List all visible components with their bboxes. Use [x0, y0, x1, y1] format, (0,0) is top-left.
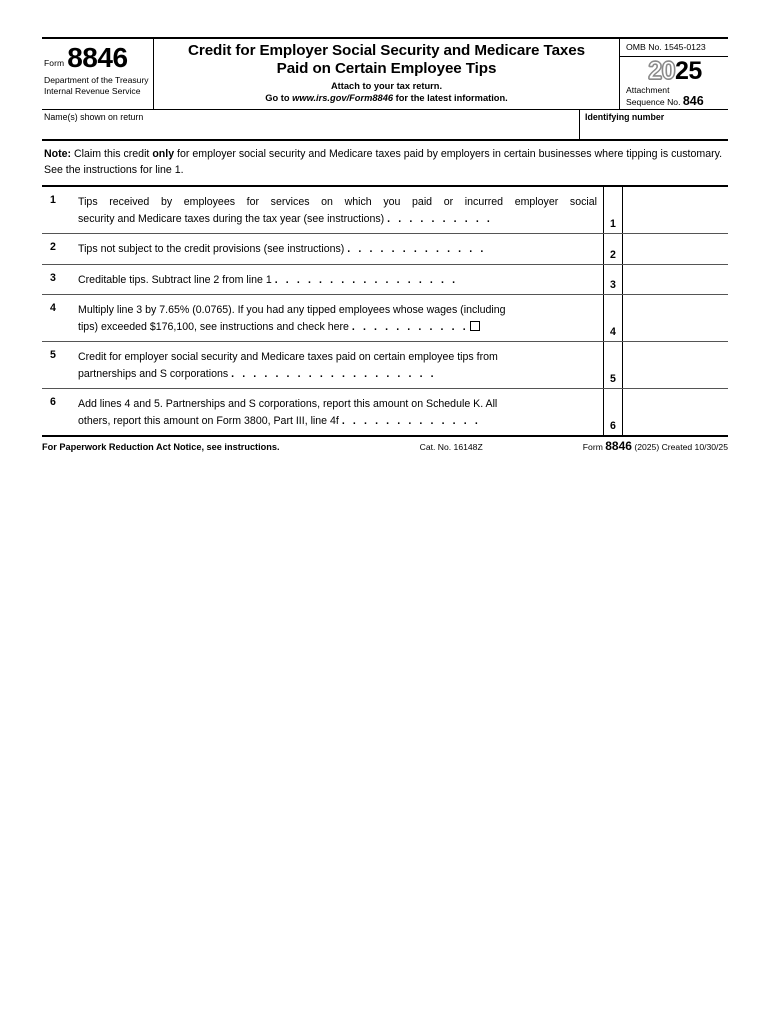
omb-number: OMB No. 1545-0123: [620, 39, 728, 57]
line-1-text-1: Tips received by employees for services on which you paid or incurred employer social: [78, 196, 597, 208]
identifying-number-label: Identifying number: [585, 112, 665, 122]
line-6-box-number: 6: [610, 420, 616, 432]
form-footer: [42, 437, 728, 453]
paperwork-reduction-notice: For Paperwork Reduction Act Notice, see instructions.: [42, 442, 280, 452]
line-1-text-2: security and Medicare taxes during the tax year (see instructions): [78, 212, 385, 225]
sequence-number: 846: [682, 93, 704, 108]
line-5-leader: . . . . . . . . . . . . . . . . . . .: [231, 367, 437, 380]
line-1-leader: . . . . . . . . . .: [387, 212, 493, 225]
line-5-box-number: 5: [610, 373, 616, 385]
line-1-box-number: 1: [610, 218, 616, 230]
line-3-leader: . . . . . . . . . . . . . . . . .: [274, 273, 458, 286]
line-5-box-number-col: [604, 342, 623, 388]
goto-instruction: [158, 93, 615, 104]
department-block: [42, 72, 153, 97]
line-4-amount-input[interactable]: [623, 295, 728, 341]
irs-url[interactable]: www.irs.gov/Form8846: [292, 93, 394, 103]
line-2-description: [42, 234, 604, 264]
line-4-text-1: Multiply line 3 by 7.65% (0.0765). If you had any tipped employees whose wages (including: [78, 304, 506, 316]
irs-form-8846: [42, 37, 728, 453]
line-5-text-1: Credit for employer social security and Medicare taxes paid on certain employee tips from: [78, 351, 498, 363]
note-emphasis: only: [152, 148, 175, 160]
attachment-sequence-row: [626, 93, 728, 108]
tax-year-block: [620, 57, 728, 109]
line-1-number: 1: [50, 194, 56, 206]
line-6-description: [42, 389, 604, 435]
line-4-box-number-col: [604, 295, 623, 341]
line-6-text-1: Add lines 4 and 5. Partnerships and S corporations, report this amount on Schedule K. All: [78, 398, 498, 410]
form-number-row: [42, 40, 153, 72]
note-text-part-2: for employer social security and Medicare taxes paid by employers in certain businesses where tipping is customary. See the instructions for line 1.: [44, 148, 723, 176]
footer-form-identity: [583, 439, 728, 453]
line-5-text-2: partnerships and S corporations: [78, 367, 229, 380]
form-line-5: [42, 342, 728, 388]
header-form-identity: [42, 39, 154, 109]
tax-year-century: 20: [648, 57, 675, 85]
department-line-2: Internal Revenue Service: [44, 86, 141, 97]
tax-year-yy: 25: [675, 57, 702, 85]
name-field[interactable]: [42, 110, 580, 139]
line-2-box-number-col: [604, 234, 623, 264]
form-line-6: [42, 389, 728, 435]
attach-instruction: Attach to your tax return.: [330, 81, 443, 91]
form-title-line-2: Paid on Certain Employee Tips: [276, 59, 497, 77]
form-header: [42, 37, 728, 109]
line-1-amount-input[interactable]: [623, 187, 728, 233]
line-4-number: 4: [50, 302, 56, 314]
goto-suffix: for the latest information.: [393, 93, 508, 103]
line-5-number: 5: [50, 349, 56, 361]
line-1-box-number-col: [604, 187, 623, 233]
form-word-label: Form: [44, 58, 65, 68]
line-3-text: Creditable tips. Subtract line 2 from line 1: [78, 273, 272, 286]
line-3-box-number-col: [604, 265, 623, 295]
line-6-text-2: others, report this amount on Form 3800, Part III, line 4f: [78, 414, 339, 427]
header-title-block: [154, 39, 620, 109]
line-4-text-2: tips) exceeded $176,100, see instructions and check here: [78, 320, 349, 333]
identifying-number-field[interactable]: [580, 110, 728, 139]
line-6-number: 6: [50, 396, 56, 408]
line-3-number: 3: [50, 271, 56, 284]
attachment-label: Attachment: [626, 85, 670, 95]
form-number: 8846: [67, 42, 128, 73]
name-field-label: Name(s) shown on return: [44, 112, 144, 122]
line-6-leader: . . . . . . . . . . . . .: [341, 414, 481, 427]
note-text-part-1: Claim this credit: [71, 148, 153, 160]
form-line-2: [42, 234, 728, 264]
line-6-amount-input[interactable]: [623, 389, 728, 435]
line-2-box-number: 2: [610, 248, 616, 261]
line-4-leader: . . . . . . . . . . .: [351, 320, 469, 333]
line-5-amount-input[interactable]: [623, 342, 728, 388]
sequence-label: Sequence No.: [626, 96, 681, 107]
line-2-text: Tips not subject to the credit provisions (see instructions): [78, 243, 345, 255]
form-line-3: [42, 265, 728, 295]
department-line-1: Department of the Treasury: [44, 75, 149, 85]
line-6-box-number-col: [604, 389, 623, 435]
goto-prefix: Go to: [265, 93, 293, 103]
line-3-amount-input[interactable]: [623, 265, 728, 295]
header-omb-block: [620, 39, 728, 109]
note-label: Note:: [44, 148, 72, 160]
line-3-description: [42, 265, 604, 295]
form-title-line-1: Credit for Employer Social Security and Medicare Taxes: [188, 42, 585, 59]
catalog-number: Cat. No. 16148Z: [419, 442, 483, 452]
form-line-4: [42, 295, 728, 341]
line-1-description: [42, 187, 604, 233]
footer-form-year: (2025): [634, 442, 660, 452]
tax-year: [626, 58, 728, 84]
line-2-leader: . . . . . . . . . . . . .: [347, 243, 486, 255]
footer-form-number: 8846: [605, 439, 632, 453]
form-lines-table: [42, 187, 728, 437]
line-4-box-number: 4: [610, 326, 616, 338]
footer-created-date: Created 10/30/25: [661, 442, 728, 452]
line-2-amount-input[interactable]: [623, 234, 728, 264]
form-note: [42, 141, 728, 187]
attachment-sequence-block: [626, 84, 728, 107]
form-line-1: [42, 187, 728, 233]
footer-form-word: Form: [582, 442, 603, 452]
line-3-box-number: 3: [610, 279, 616, 291]
line-5-description: [42, 342, 604, 388]
taxpayer-identity-row: [42, 109, 728, 141]
line-4-description: [42, 295, 604, 341]
line-2-number: 2: [50, 241, 56, 253]
line-4-checkbox[interactable]: [470, 321, 480, 331]
